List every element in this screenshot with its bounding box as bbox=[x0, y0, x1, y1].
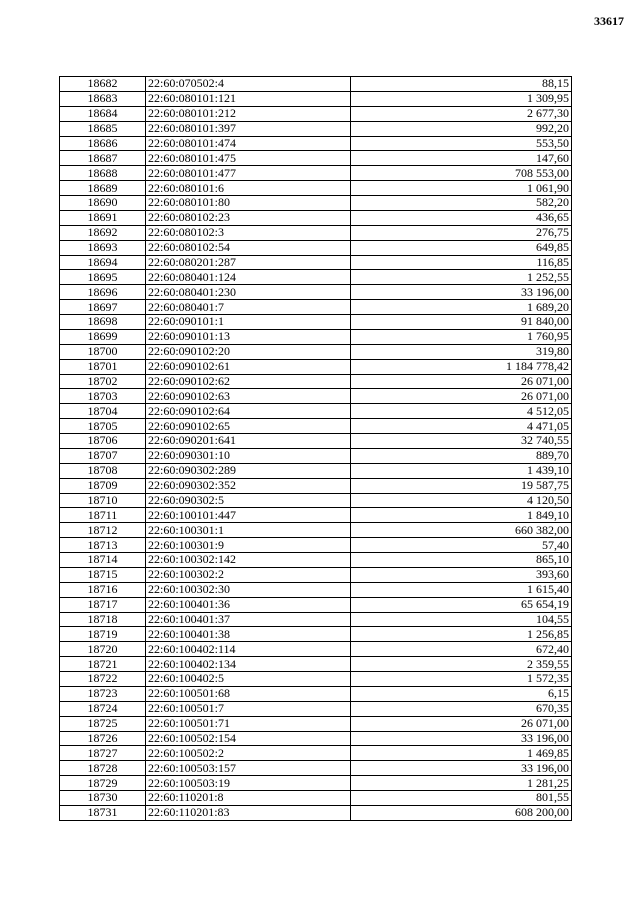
cadastral-number-cell: 22:60:080401:7 bbox=[146, 300, 351, 315]
cadastral-number-cell: 22:60:110201:83 bbox=[146, 805, 351, 820]
row-number-cell: 18711 bbox=[60, 508, 146, 523]
cadastral-number-cell: 22:60:080401:124 bbox=[146, 270, 351, 285]
row-number-cell: 18730 bbox=[60, 791, 146, 806]
cadastral-number-cell: 22:60:100503:157 bbox=[146, 761, 351, 776]
table-row bbox=[60, 553, 572, 568]
value-cell: 1 252,55 bbox=[351, 270, 572, 285]
value-cell: 582,20 bbox=[351, 196, 572, 211]
value-cell: 65 654,19 bbox=[351, 597, 572, 612]
row-number-cell: 18721 bbox=[60, 657, 146, 672]
value-cell: 393,60 bbox=[351, 567, 572, 582]
row-number-cell: 18683 bbox=[60, 91, 146, 106]
value-cell: 147,60 bbox=[351, 151, 572, 166]
row-number-cell: 18708 bbox=[60, 463, 146, 478]
table-row bbox=[60, 686, 572, 701]
cadastral-number-cell: 22:60:080101:121 bbox=[146, 91, 351, 106]
table-row bbox=[60, 166, 572, 181]
value-cell: 708 553,00 bbox=[351, 166, 572, 181]
row-number-cell: 18726 bbox=[60, 731, 146, 746]
row-number-cell: 18704 bbox=[60, 404, 146, 419]
cadastral-number-cell: 22:60:080102:54 bbox=[146, 240, 351, 255]
cadastral-number-cell: 22:60:080101:475 bbox=[146, 151, 351, 166]
table-row bbox=[60, 523, 572, 538]
row-number-cell: 18712 bbox=[60, 523, 146, 538]
row-number-cell: 18707 bbox=[60, 448, 146, 463]
row-number-cell: 18714 bbox=[60, 553, 146, 568]
cadastral-number-cell: 22:60:070502:4 bbox=[146, 77, 351, 92]
value-cell: 104,55 bbox=[351, 612, 572, 627]
table-row bbox=[60, 106, 572, 121]
table-row bbox=[60, 404, 572, 419]
cadastral-number-cell: 22:60:100503:19 bbox=[146, 776, 351, 791]
cadastral-number-cell: 22:60:100401:38 bbox=[146, 627, 351, 642]
value-cell: 19 587,75 bbox=[351, 478, 572, 493]
value-cell: 33 196,00 bbox=[351, 731, 572, 746]
row-number-cell: 18689 bbox=[60, 181, 146, 196]
value-cell: 992,20 bbox=[351, 121, 572, 136]
row-number-cell: 18701 bbox=[60, 359, 146, 374]
cadastral-number-cell: 22:60:100502:2 bbox=[146, 746, 351, 761]
value-cell: 1 281,25 bbox=[351, 776, 572, 791]
table-row bbox=[60, 136, 572, 151]
table-row bbox=[60, 478, 572, 493]
table-row bbox=[60, 255, 572, 270]
table-row bbox=[60, 315, 572, 330]
cadastral-number-cell: 22:60:090102:62 bbox=[146, 374, 351, 389]
value-cell: 91 840,00 bbox=[351, 315, 572, 330]
table-row bbox=[60, 419, 572, 434]
row-number-cell: 18709 bbox=[60, 478, 146, 493]
row-number-cell: 18710 bbox=[60, 493, 146, 508]
table-row bbox=[60, 225, 572, 240]
row-number-cell: 18695 bbox=[60, 270, 146, 285]
value-cell: 889,70 bbox=[351, 448, 572, 463]
row-number-cell: 18692 bbox=[60, 225, 146, 240]
row-number-cell: 18719 bbox=[60, 627, 146, 642]
row-number-cell: 18693 bbox=[60, 240, 146, 255]
table-row bbox=[60, 701, 572, 716]
value-cell: 2 359,55 bbox=[351, 657, 572, 672]
value-cell: 32 740,55 bbox=[351, 434, 572, 449]
table-row bbox=[60, 240, 572, 255]
table-row bbox=[60, 805, 572, 820]
row-number-cell: 18718 bbox=[60, 612, 146, 627]
cadastral-number-cell: 22:60:100302:30 bbox=[146, 582, 351, 597]
table-row bbox=[60, 344, 572, 359]
value-cell: 1 184 778,42 bbox=[351, 359, 572, 374]
table-row bbox=[60, 627, 572, 642]
cadastral-number-cell: 22:60:110201:8 bbox=[146, 791, 351, 806]
data-table bbox=[59, 76, 572, 821]
value-cell: 57,40 bbox=[351, 538, 572, 553]
cadastral-number-cell: 22:60:100402:114 bbox=[146, 642, 351, 657]
value-cell: 26 071,00 bbox=[351, 716, 572, 731]
cadastral-number-cell: 22:60:080102:23 bbox=[146, 210, 351, 225]
value-cell: 1 849,10 bbox=[351, 508, 572, 523]
value-cell: 670,35 bbox=[351, 701, 572, 716]
cadastral-number-cell: 22:60:080401:230 bbox=[146, 285, 351, 300]
table-row bbox=[60, 121, 572, 136]
row-number-cell: 18705 bbox=[60, 419, 146, 434]
cadastral-number-cell: 22:60:090302:352 bbox=[146, 478, 351, 493]
row-number-cell: 18729 bbox=[60, 776, 146, 791]
value-cell: 33 196,00 bbox=[351, 285, 572, 300]
value-cell: 865,10 bbox=[351, 553, 572, 568]
value-cell: 649,85 bbox=[351, 240, 572, 255]
value-cell: 4 512,05 bbox=[351, 404, 572, 419]
row-number-cell: 18713 bbox=[60, 538, 146, 553]
cadastral-number-cell: 22:60:100501:68 bbox=[146, 686, 351, 701]
cadastral-number-cell: 22:60:100401:36 bbox=[146, 597, 351, 612]
cadastral-number-cell: 22:60:100501:71 bbox=[146, 716, 351, 731]
cadastral-number-cell: 22:60:100301:1 bbox=[146, 523, 351, 538]
table-row bbox=[60, 196, 572, 211]
cadastral-number-cell: 22:60:080102:3 bbox=[146, 225, 351, 240]
row-number-cell: 18702 bbox=[60, 374, 146, 389]
row-number-cell: 18691 bbox=[60, 210, 146, 225]
value-cell: 319,80 bbox=[351, 344, 572, 359]
table-row bbox=[60, 285, 572, 300]
table-row bbox=[60, 329, 572, 344]
row-number-cell: 18685 bbox=[60, 121, 146, 136]
cadastral-number-cell: 22:60:090301:10 bbox=[146, 448, 351, 463]
table-row bbox=[60, 448, 572, 463]
value-cell: 672,40 bbox=[351, 642, 572, 657]
cadastral-number-cell: 22:60:100401:37 bbox=[146, 612, 351, 627]
cadastral-number-cell: 22:60:100302:142 bbox=[146, 553, 351, 568]
table-row bbox=[60, 270, 572, 285]
table-row bbox=[60, 463, 572, 478]
value-cell: 1 760,95 bbox=[351, 329, 572, 344]
cadastral-number-cell: 22:60:080101:212 bbox=[146, 106, 351, 121]
value-cell: 26 071,00 bbox=[351, 389, 572, 404]
cadastral-number-cell: 22:60:100501:7 bbox=[146, 701, 351, 716]
table-row bbox=[60, 672, 572, 687]
value-cell: 4 120,50 bbox=[351, 493, 572, 508]
row-number-cell: 18727 bbox=[60, 746, 146, 761]
row-number-cell: 18723 bbox=[60, 686, 146, 701]
row-number-cell: 18706 bbox=[60, 434, 146, 449]
table-row bbox=[60, 538, 572, 553]
table-row bbox=[60, 493, 572, 508]
cadastral-number-cell: 22:60:090201:641 bbox=[146, 434, 351, 449]
cadastral-number-cell: 22:60:080101:397 bbox=[146, 121, 351, 136]
cadastral-number-cell: 22:60:100402:5 bbox=[146, 672, 351, 687]
row-number-cell: 18700 bbox=[60, 344, 146, 359]
value-cell: 33 196,00 bbox=[351, 761, 572, 776]
table-row bbox=[60, 731, 572, 746]
value-cell: 1 572,35 bbox=[351, 672, 572, 687]
table-row bbox=[60, 612, 572, 627]
value-cell: 801,55 bbox=[351, 791, 572, 806]
row-number-cell: 18687 bbox=[60, 151, 146, 166]
cadastral-number-cell: 22:60:100402:134 bbox=[146, 657, 351, 672]
cadastral-number-cell: 22:60:090102:20 bbox=[146, 344, 351, 359]
value-cell: 6,15 bbox=[351, 686, 572, 701]
row-number-cell: 18698 bbox=[60, 315, 146, 330]
value-cell: 1 469,85 bbox=[351, 746, 572, 761]
table-row bbox=[60, 776, 572, 791]
value-cell: 436,65 bbox=[351, 210, 572, 225]
cadastral-number-cell: 22:60:080101:474 bbox=[146, 136, 351, 151]
cadastral-number-cell: 22:60:090302:289 bbox=[146, 463, 351, 478]
table-row bbox=[60, 389, 572, 404]
table-row bbox=[60, 716, 572, 731]
value-cell: 276,75 bbox=[351, 225, 572, 240]
table-row bbox=[60, 657, 572, 672]
row-number-cell: 18728 bbox=[60, 761, 146, 776]
table-row bbox=[60, 434, 572, 449]
row-number-cell: 18722 bbox=[60, 672, 146, 687]
value-cell: 1 615,40 bbox=[351, 582, 572, 597]
table-row bbox=[60, 359, 572, 374]
cadastral-number-cell: 22:60:090101:1 bbox=[146, 315, 351, 330]
value-cell: 1 439,10 bbox=[351, 463, 572, 478]
row-number-cell: 18684 bbox=[60, 106, 146, 121]
value-cell: 1 256,85 bbox=[351, 627, 572, 642]
table-row bbox=[60, 642, 572, 657]
cadastral-number-cell: 22:60:100301:9 bbox=[146, 538, 351, 553]
cadastral-number-cell: 22:60:080201:287 bbox=[146, 255, 351, 270]
value-cell: 1 061,90 bbox=[351, 181, 572, 196]
cadastral-number-cell: 22:60:090102:63 bbox=[146, 389, 351, 404]
table-row bbox=[60, 77, 572, 92]
row-number-cell: 18717 bbox=[60, 597, 146, 612]
value-cell: 2 677,30 bbox=[351, 106, 572, 121]
row-number-cell: 18725 bbox=[60, 716, 146, 731]
row-number-cell: 18715 bbox=[60, 567, 146, 582]
row-number-cell: 18690 bbox=[60, 196, 146, 211]
row-number-cell: 18688 bbox=[60, 166, 146, 181]
table-body bbox=[60, 77, 572, 821]
table-row bbox=[60, 597, 572, 612]
table-row bbox=[60, 508, 572, 523]
cadastral-number-cell: 22:60:080101:477 bbox=[146, 166, 351, 181]
value-cell: 26 071,00 bbox=[351, 374, 572, 389]
row-number-cell: 18699 bbox=[60, 329, 146, 344]
value-cell: 608 200,00 bbox=[351, 805, 572, 820]
cadastral-number-cell: 22:60:100302:2 bbox=[146, 567, 351, 582]
value-cell: 88,15 bbox=[351, 77, 572, 92]
row-number-cell: 18697 bbox=[60, 300, 146, 315]
table-row bbox=[60, 746, 572, 761]
row-number-cell: 18724 bbox=[60, 701, 146, 716]
value-cell: 553,50 bbox=[351, 136, 572, 151]
table-row bbox=[60, 582, 572, 597]
cadastral-number-cell: 22:60:090102:61 bbox=[146, 359, 351, 374]
row-number-cell: 18694 bbox=[60, 255, 146, 270]
row-number-cell: 18686 bbox=[60, 136, 146, 151]
table-row bbox=[60, 374, 572, 389]
value-cell: 660 382,00 bbox=[351, 523, 572, 538]
table-row bbox=[60, 91, 572, 106]
table-row bbox=[60, 151, 572, 166]
cadastral-number-cell: 22:60:090101:13 bbox=[146, 329, 351, 344]
value-cell: 116,85 bbox=[351, 255, 572, 270]
page-number: 33617 bbox=[594, 14, 624, 28]
cadastral-number-cell: 22:60:090302:5 bbox=[146, 493, 351, 508]
table-row bbox=[60, 181, 572, 196]
row-number-cell: 18696 bbox=[60, 285, 146, 300]
value-cell: 4 471,05 bbox=[351, 419, 572, 434]
row-number-cell: 18682 bbox=[60, 77, 146, 92]
cadastral-number-cell: 22:60:100502:154 bbox=[146, 731, 351, 746]
cadastral-number-cell: 22:60:090102:64 bbox=[146, 404, 351, 419]
row-number-cell: 18731 bbox=[60, 805, 146, 820]
value-cell: 1 309,95 bbox=[351, 91, 572, 106]
row-number-cell: 18716 bbox=[60, 582, 146, 597]
cadastral-number-cell: 22:60:080101:80 bbox=[146, 196, 351, 211]
cadastral-number-cell: 22:60:100101:447 bbox=[146, 508, 351, 523]
table-row bbox=[60, 210, 572, 225]
table-row bbox=[60, 300, 572, 315]
row-number-cell: 18703 bbox=[60, 389, 146, 404]
value-cell: 1 689,20 bbox=[351, 300, 572, 315]
table-row bbox=[60, 567, 572, 582]
cadastral-number-cell: 22:60:080101:6 bbox=[146, 181, 351, 196]
table-row bbox=[60, 791, 572, 806]
cadastral-number-cell: 22:60:090102:65 bbox=[146, 419, 351, 434]
row-number-cell: 18720 bbox=[60, 642, 146, 657]
table-row bbox=[60, 761, 572, 776]
